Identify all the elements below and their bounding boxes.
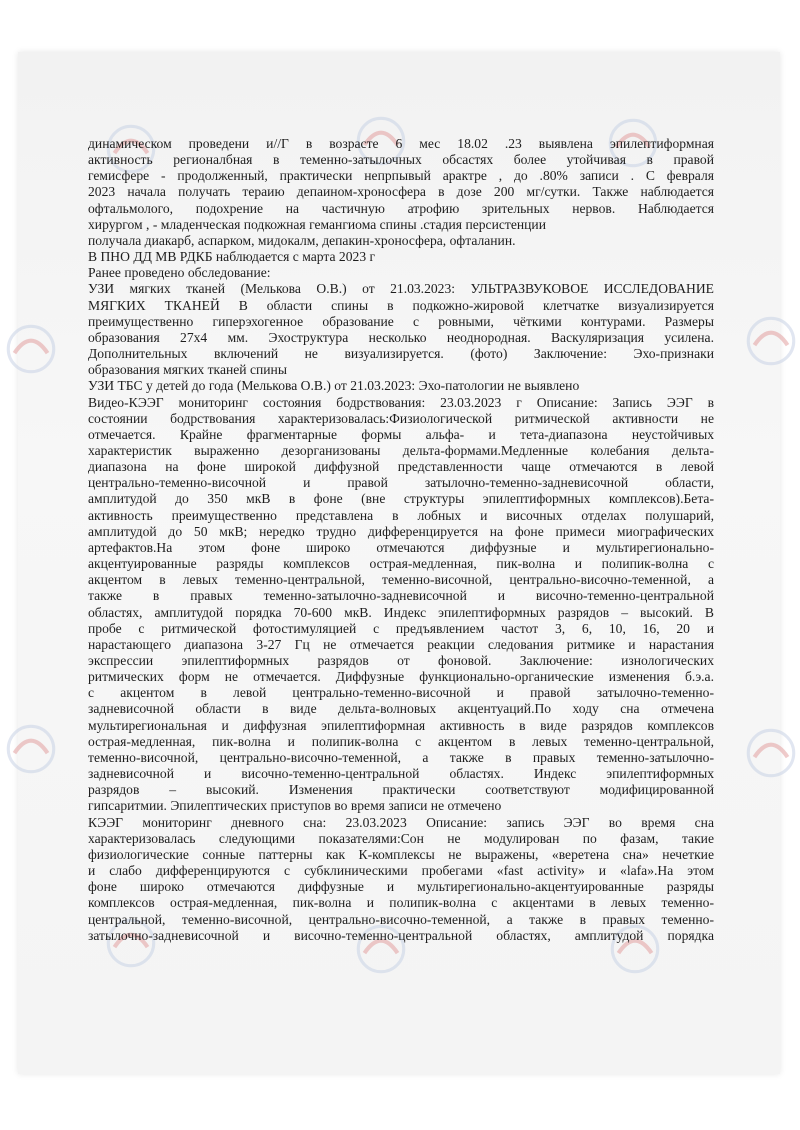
text-line: офтальмолого, подохрение на частичную атрофию зрительных нервов. Наблюдается	[88, 200, 714, 216]
text-line: нарастающего диапазона 3-27 Гц не отмечается реакции следования ритмике и нарастания	[88, 636, 714, 652]
text-line: МЯГКИХ ТКАНЕЙ В области спины в подкожно-жировой клетчатке визуализируется	[88, 297, 714, 313]
text-line: затылочно-задневисочной и височно-теменно-центральной областях, амплитудой порядка	[88, 927, 714, 943]
watermark-stamp-icon	[0, 318, 62, 380]
text-line: акцентуированные разряды комплексов острая-медленная, пик-волна и полипик-волна с	[88, 556, 714, 572]
text-line: задневисочной области в виде дельта-волновых акцентуаций.По ходу сна отмечена	[88, 701, 714, 717]
text-line: динамическом проведени и//Г в возрасте 6 мес 18.02 .23 выявлена эпилептиформная	[88, 136, 714, 151]
watermark-stamp-icon	[740, 310, 800, 372]
text-line: теменно-височной, центрально-височно-теменной, а также в правых теменно-затылочно-	[88, 749, 714, 765]
text-line: фоне широко отмечаются диффузные и мультирегионально-акцентуированные разряды	[88, 879, 714, 895]
text-line: активность регионалбная в теменно-затылочных обсастях более утойчивая в правой	[88, 152, 714, 168]
text-line: Ранее проведено обследование:	[88, 265, 271, 281]
text-line: КЭЭГ мониторинг дневного сна: 23.03.2023 Описание: запись ЭЭГ во время сна	[88, 814, 714, 830]
text-line: характеристик выраженно дезорганизованы дельта-формами.Медленные колебания дельта-	[88, 442, 714, 458]
text-line: хирургом , - младенческая подкожная гемангиома спины .стадия персистенции	[88, 216, 546, 232]
watermark-stamp-icon	[740, 722, 800, 784]
text-line: УЗИ ТБС у детей до года (Мелькова О.В.) от 21.03.2023: Эхо-патологии не выявлено	[88, 378, 580, 394]
text-line: диапазона на фоне широкой диффузной представленности чаще отмечаются в левой	[88, 459, 714, 475]
text-line: В ПНО ДД МВ РДКБ наблюдается с марта 2023 г	[88, 249, 376, 265]
text-line: активность преимущественно представлена в лобных и височных отделах полушарий,	[88, 507, 714, 523]
text-line: гипсаритмии. Эпилептических приступов во время записи не отмечено	[88, 798, 502, 814]
text-line: комплексов острая-медленная, пик-волна и полипик-волна с акцентами в левых теменно-	[88, 895, 714, 911]
text-line: Видео-КЭЭГ мониторинг состояния бодрствования: 23.03.2023 г Описание: Запись ЭЭГ в	[88, 394, 714, 410]
text-line: экспрессии эпилептиформных разрядов от фоновой. Заключение: изнологических	[88, 653, 714, 668]
text-line: острая-медленная, пик-волна и полипик-волна с акцентом в левых теменно-центральной,	[88, 733, 714, 749]
text-line: УЗИ мягких тканей (Мелькова О.В.) от 21.03.2023: УЛЬТРАЗВУКОВОЕ ИССЛЕДОВАНИЕ	[88, 281, 714, 297]
text-line: физиологические сонные паттерны как К-комплексы не выражены, «веретена сна» нечеткие	[88, 846, 714, 862]
text-line: центральной, теменно-височной, центрально-височно-теменной, а также в правых теменно-	[88, 911, 714, 927]
text-line: амплитудой до 50 мкВ; нередко трудно дифференцируется на фоне примеси миографических	[88, 523, 714, 539]
text-line: состоянии бодрствования характеризовалась:Физиологической ритмической активности не	[88, 410, 714, 426]
text-line: пробе с ритмической фотостимуляцией с предъявлением частот 3, 6, 10, 16, 20 и	[88, 620, 714, 636]
text-line: разрядов – высокий. Изменения практически соответствуют модифицированной	[88, 782, 714, 798]
text-line: получала диакарб, аспарком, мидокалм, депакин-хроносфера, офталанин.	[88, 232, 516, 248]
text-line: артефактов.На этом фоне широко отмечаются диффузные и мультирегионально-	[88, 539, 714, 555]
text-line: областях, амплитудой порядка 70-600 мкВ. Индекс эпилептиформных разрядов – высокий. В	[88, 604, 714, 620]
watermark-stamp-icon	[0, 718, 62, 780]
text-line: ритмических форм не отмечается. Диффузные функционально-органические изменения б.э.а.	[88, 669, 714, 685]
text-line: с акцентом в левой центрально-теменно-височной и правой затылочно-теменно-	[88, 685, 714, 701]
text-line: амплитудой до 350 мкВ в фоне (вне структуры эпилептиформных комплексов).Бета-	[88, 491, 714, 507]
text-line: акцентом в левых теменно-центральной, теменно-височной, центрально-височно-теменной, а	[88, 572, 714, 588]
document-body	[88, 136, 714, 944]
text-line: центрально-теменно-височной и правой затылочно-теменно-задневисочной области,	[88, 475, 714, 491]
text-line: мультирегиональная и диффузная эпилептиформная активность в виде разрядов комплексов	[88, 717, 714, 733]
text-line: гемисфере - продолженный, практически непрпывый арактре , до .80% записи . С февраля	[88, 168, 714, 184]
text-line: и слабо дифференцируются с субклиническими пробегами «fast activity» и «lafa».На этом	[88, 863, 714, 879]
text-line: 2023 начала получать тераию депаином-хроносфера в дозе 200 мг/сутки. Также наблюдается	[88, 184, 714, 200]
text-line: характеризовалась следующими показателями:Сон не модулирован по фазам, такие	[88, 830, 714, 846]
text-line: преимущественно гиперэхогенное образование с ровными, чёткими контурами. Размеры	[88, 313, 714, 329]
text-line: образования 27х4 мм. Эхоструктура несколько неоднородная. Васкуляризация усилена.	[88, 329, 714, 345]
text-line: отмечается. Крайне фрагментарные формы альфа- и тета-диапазона неустойчивых	[88, 426, 714, 442]
text-line: Дополнительных включений не визуализируется. (фото) Заключение: Эхо-признаки	[88, 346, 714, 362]
text-line: образования мягких тканей спины	[88, 362, 287, 378]
text-line: задневисочной и височно-теменно-центральной областях. Индекс эпилептиформных	[88, 766, 714, 782]
text-line: также в правых теменно-затылочно-задневисочной и височно-теменно-центральной	[88, 588, 714, 604]
